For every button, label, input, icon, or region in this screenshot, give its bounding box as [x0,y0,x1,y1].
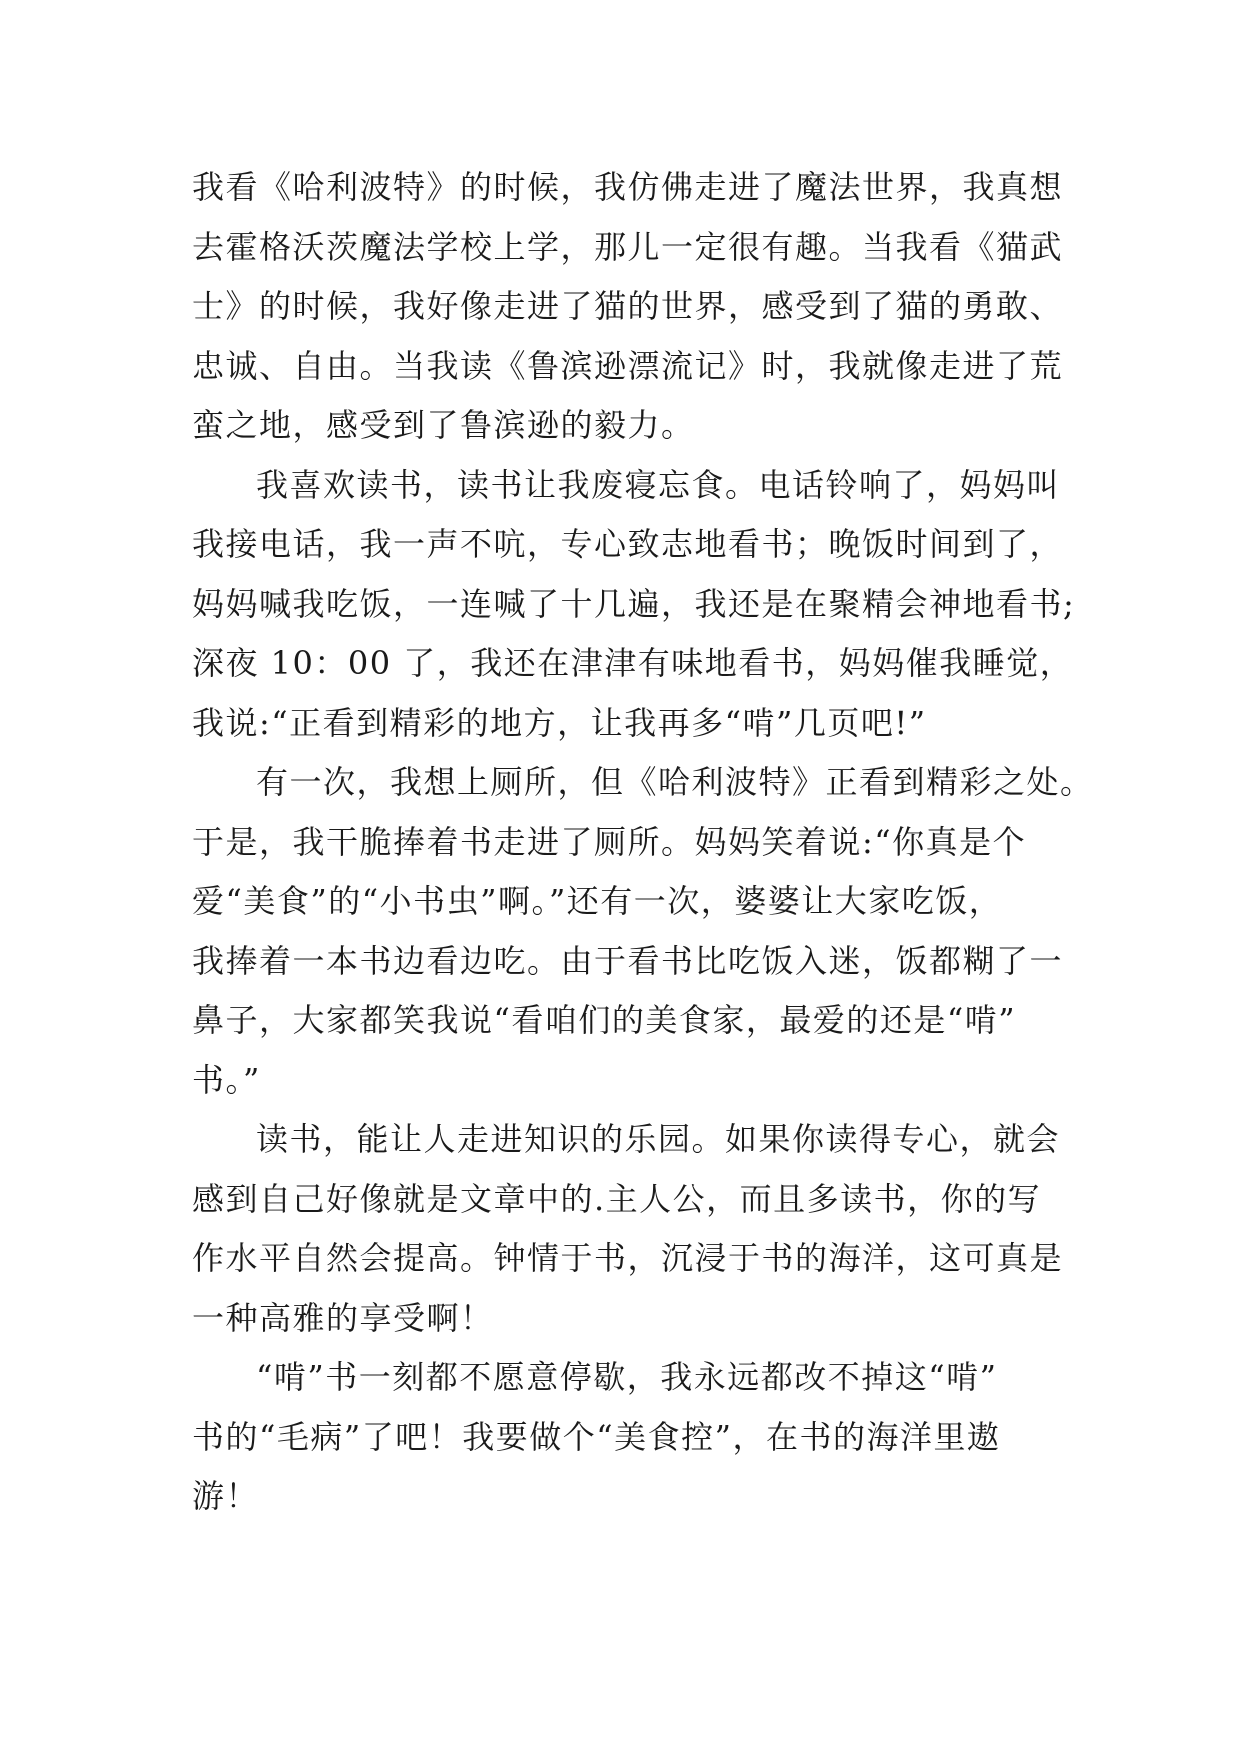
text-line: 深夜 10：00 了，我还在津津有味地看书，妈妈催我睡觉， [192,644,1074,682]
text-line: 我看《哈利波特》的时候，我仿佛走进了魔法世界，我真想 [192,168,1064,206]
text-line: 士》的时候，我好像走进了猫的世界，感受到了猫的勇敢、 [192,287,1064,325]
text-line: 鼻子，大家都笑我说“看咱们的美食家，最爱的还是“啃” [192,1001,1017,1039]
text-line: 书。” [192,1060,261,1099]
text-line: 书的“毛病”了吧！我要做个“美食控”，在书的海洋里遨 [192,1417,1001,1456]
text-line: 蛮之地，感受到了鲁滨逊的毅力。 [192,406,695,444]
paragraph-start-line: 有一次，我想上厕所，但《哈利波特》正看到精彩之处。 [256,763,1094,801]
paragraph-start-line: 读书，能让人走进知识的乐园。如果你读得专心，就会 [256,1120,1061,1158]
text-line: 忠诚、自由。当我读《鲁滨逊漂流记》时，我就像走进了荒 [192,346,1064,385]
text-line: 我说:“正看到精彩的地方，让我再多“啃”几页吧!” [192,703,927,742]
text-line: 游！ [192,1477,260,1515]
paragraph-start-line: “啃”书一刻都不愿意停歇，我永远都改不掉这“啃” [256,1358,998,1396]
text-line: 于是，我干脆捧着书走进了厕所。妈妈笑着说:“你真是个 [192,822,1027,861]
text-line: 爱“美食”的“小书虫”啊。”还有一次，婆婆让大家吃饭， [192,882,1003,920]
paragraph-start-line: 我喜欢读书，读书让我废寝忘食。电话铃响了，妈妈叫 [256,465,1061,504]
text-line: 一种高雅的享受啊！ [192,1298,494,1337]
text-line: 我接电话，我一声不吭，专心致志地看书；晚饭时间到了， [192,525,1064,563]
text-line: 作水平自然会提高。钟情于书，沉浸于书的海洋，这可真是 [192,1239,1064,1277]
text-line: 去霍格沃茨魔法学校上学，那儿一定很有趣。当我看《猫武 [192,227,1064,266]
text-line: 感到自己好像就是文章中的.主人公，而且多读书，你的写 [192,1179,1042,1218]
text-line: 妈妈喊我吃饭，一连喊了十几遍，我还是在聚精会神地看书; [192,584,1076,623]
essay-body [192,158,1094,1527]
text-line: 我捧着一本书边看边吃。由于看书比吃饭入迷，饭都糊了一 [192,941,1064,980]
